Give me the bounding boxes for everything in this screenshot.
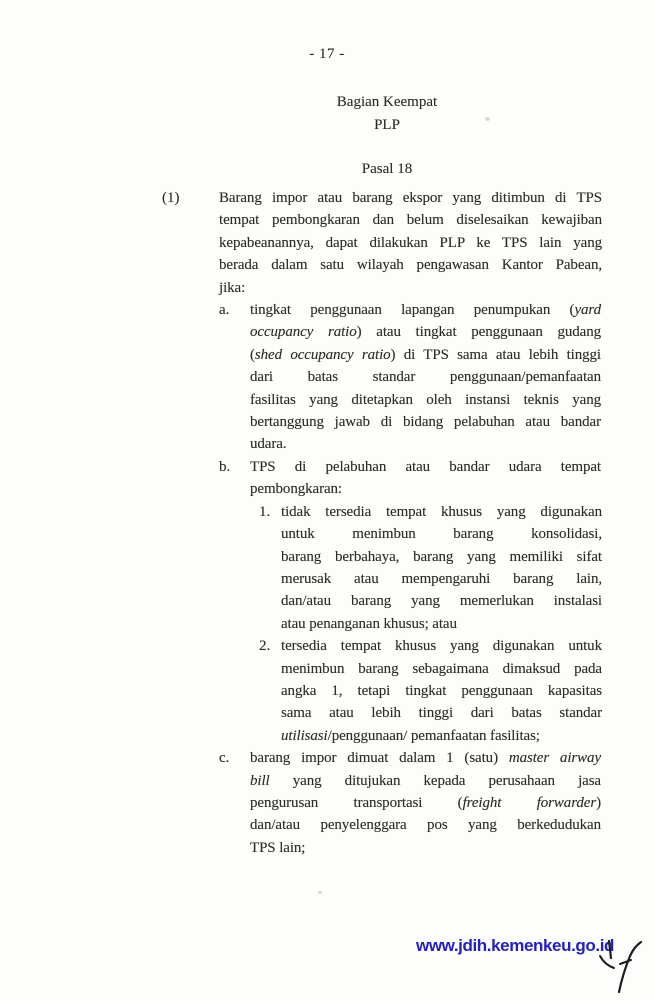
list-label: 1.: [259, 503, 271, 520]
scan-smudge: [318, 891, 322, 894]
article-body: [162, 187, 617, 859]
text-line: tersedia tempat khusus yang digunakan untuk 2.: [281, 635, 602, 657]
text-line: tingkat penggunaan lapangan penumpukan (yard a.: [250, 299, 601, 321]
list-label: 2.: [259, 638, 271, 655]
text-line: dari batas standar penggunaan/pemanfaatan: [250, 369, 601, 386]
text-line: angka 1, tetapi tingkat penggunaan kapasitas: [281, 682, 602, 699]
text-line: menimbun barang sebagaimana dimaksud pada: [281, 660, 602, 677]
list-label: a.: [219, 302, 230, 319]
text-line: tidak tersedia tempat khusus yang digunakan 1.: [281, 501, 602, 523]
text-line: TPS di pelabuhan atau bandar udara tempat b.: [250, 456, 601, 478]
section-heading: Bagian Keempat: [336, 94, 438, 110]
text-line: bertanggung jawab di bidang pelabuhan atau bandar: [250, 414, 601, 431]
text-line: untuk menimbun barang konsolidasi,: [281, 526, 602, 543]
article-heading: Pasal 18: [361, 161, 413, 177]
text-line: bill yang ditujukan kepada perusahaan jasa: [250, 772, 601, 789]
text-line: barang impor dimuat dalam 1 (satu) master airway c.: [250, 747, 601, 769]
list-label: b.: [219, 458, 231, 475]
text-line: kepabeanannya, dapat dilakukan PLP ke TPS lain yang: [219, 234, 602, 251]
text-line: utilisasi/penggunaan/ pemanfaatan fasilitas;: [281, 727, 540, 744]
text-line: occupancy ratio) atau tingkat penggunaan gudang: [250, 324, 601, 341]
text-line: dan/atau penyelenggara pos yang berkedudukan: [250, 817, 601, 834]
text-line: tempat pembongkaran dan belum diselesaikan kewajiban: [219, 212, 602, 229]
text-line: fasilitas yang ditetapkan oleh instansi teknis yang: [250, 391, 601, 408]
text-line: Barang impor atau barang ekspor yang ditimbun di TPS (1): [219, 187, 602, 209]
text-line: udara.: [250, 436, 287, 453]
list-label: c.: [219, 750, 230, 767]
text-line: merusak atau mempengaruhi barang lain,: [281, 570, 602, 587]
text-line: pembongkaran:: [250, 481, 343, 498]
page-number: - 17 -: [309, 46, 345, 62]
scan-smudge: [485, 117, 490, 121]
text-line: atau penanganan khusus; atau: [281, 615, 457, 632]
text-line: dan/atau barang yang memerlukan instalasi: [281, 593, 602, 610]
list-label: (1): [162, 190, 180, 206]
text-line: pengurusan transportasi (freight forwarder): [250, 794, 601, 811]
text-line: barang berbahaya, barang yang memiliki sifat: [281, 548, 602, 565]
handwritten-initial-mark: [588, 903, 654, 1000]
section-subject-heading: PLP: [374, 117, 400, 133]
text-line: jika:: [219, 279, 246, 296]
text-line: TPS lain;: [250, 839, 306, 856]
text-line: sama atau lebih tinggi dari batas standar: [281, 705, 602, 722]
text-line: (shed occupancy ratio) di TPS sama atau lebih tinggi: [250, 346, 601, 363]
text-line: berada dalam satu wilayah pengawasan Kantor Pabean,: [219, 257, 602, 274]
jdih-watermark-url: www.jdih.kemenkeu.go.id: [416, 936, 614, 955]
